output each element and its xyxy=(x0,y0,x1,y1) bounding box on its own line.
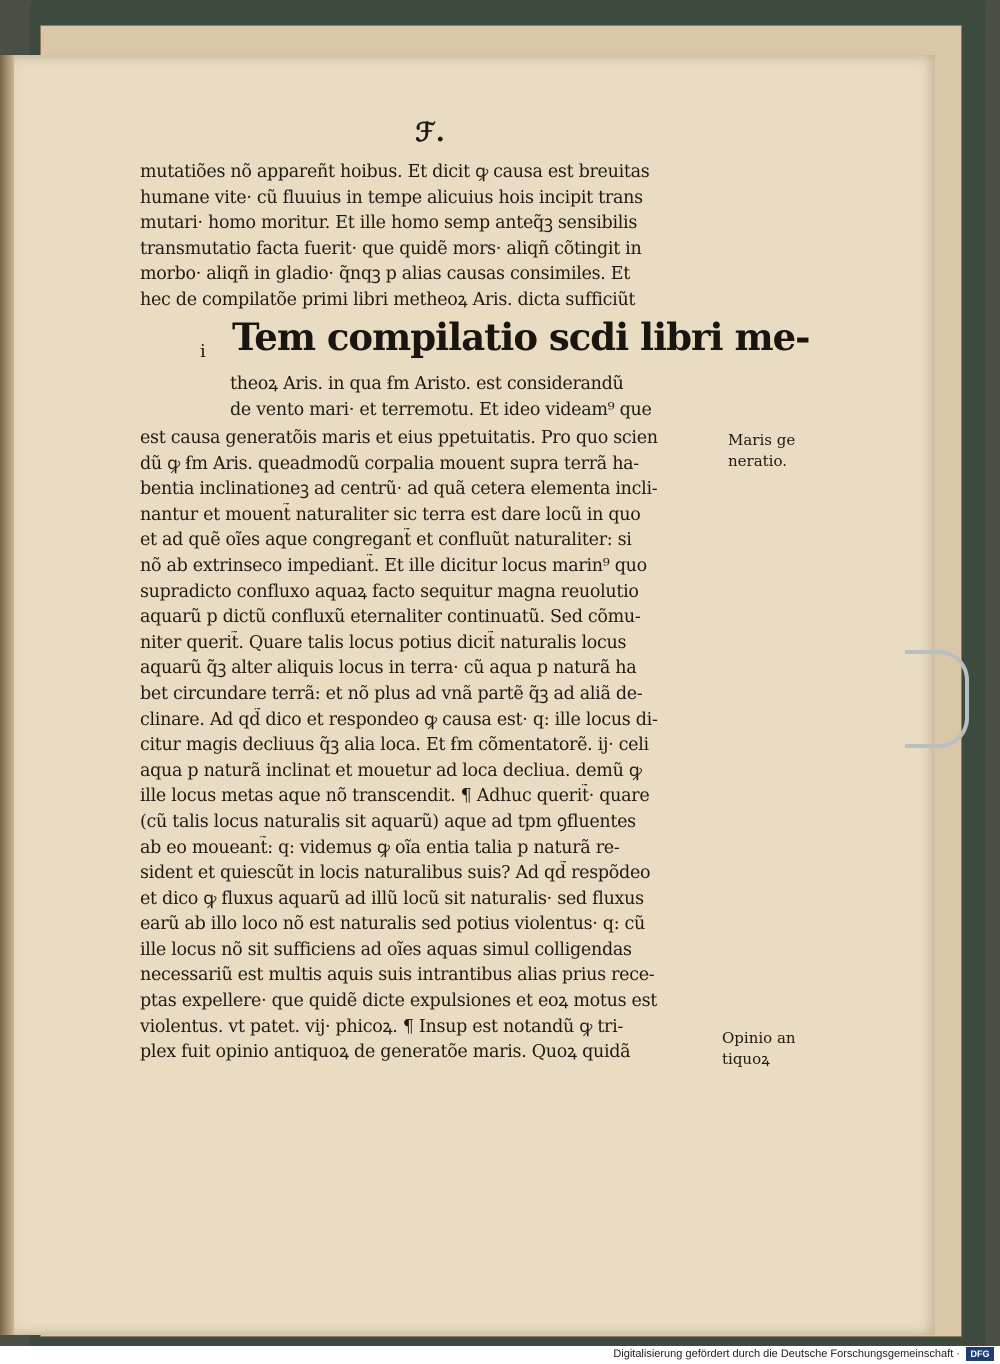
text-line: est causa generatõis maris et eius ppetuitatis. Pro quo scien xyxy=(140,428,658,448)
text-line: (cũ talis locus naturalis sit aquarũ) aque ad tpm ꝯfluentes xyxy=(140,811,636,832)
text-line: dũ ꝙ ẜm Aris. queadmodũ corpalia mouent supra terrã ha- xyxy=(140,453,639,474)
marginal-note-line: Maris ge xyxy=(728,431,796,449)
marginal-note-maris xyxy=(728,430,795,472)
signature-mark: ℱ. xyxy=(415,118,445,148)
heading-title: Tem compilatio scdi libri me- xyxy=(232,315,810,359)
text-line: theoꝝ Aris. in qua ẜm Aristo. est considerandũ xyxy=(230,374,624,394)
marginal-note-line: neratio. xyxy=(728,452,788,470)
marginal-note-line: Opinio an xyxy=(722,1029,796,1047)
text-line: mutari· homo moritur. Et ille homo semp anteq̃ꝫ sensibilis xyxy=(140,213,638,234)
text-line: transmutatio facta fuerit· que quidẽ mors· aliqñ cõtingit in xyxy=(140,238,642,259)
text-line: aquarũ p dictũ confluxũ eternaliter continuatũ. Sed cõmu- xyxy=(140,607,641,628)
dfg-logo-icon: DFG xyxy=(966,1347,994,1361)
text-line: clinare. Ad qd̃ dico et respondeo ꝙ causa est· q: ille locus di- xyxy=(140,709,658,730)
text-block-after-heading xyxy=(230,372,720,423)
text-line: et dico ꝙ fluxus aquarũ ad illũ locũ sit naturalis· sed fluxus xyxy=(140,888,644,909)
text-line: bentia inclinationeꝫ ad centrũ· ad quã cetera elementa incli- xyxy=(140,479,658,500)
text-line: necessariũ est multis aquis suis intrantibus alias prius rece- xyxy=(140,965,655,986)
text-line: aquarũ q̃ꝫ alter aliquis locus in terra· cũ aqua p naturã ha xyxy=(140,658,637,679)
text-block-top xyxy=(140,160,720,314)
text-line: ptas expellere· que quidẽ dicte expulsiones et eoꝝ motus est xyxy=(140,991,657,1012)
marginal-note-line: tiquoꝝ xyxy=(722,1050,770,1068)
text-line: morbo· aliqñ in gladio· q̃nqꝫ p alias causas consimiles. Et xyxy=(140,264,631,285)
text-line: earũ ab illo loco nõ est naturalis sed potius violentus· q: cũ xyxy=(140,914,646,935)
text-line: sident et quiescũt in locis naturalibus suis? Ad qd̃ respõdeo xyxy=(140,863,651,884)
text-line: citur magis decliuus q̃ꝫ alia loca. Et ẜm cõmentatorẽ. ij· celi xyxy=(140,735,649,756)
text-line: ille locus metas aque nõ transcendit. ¶ Adhuc querit̃· quare xyxy=(140,786,650,807)
marginal-note-opinio xyxy=(722,1028,796,1070)
text-line: hec de compilatõe primi libri metheoꝝ Aris. dicta sufficiũt xyxy=(140,289,636,310)
text-line: ille locus nõ sit sufficiens ad oĩes aquas simul colligendas xyxy=(140,939,632,960)
text-line: violentus. vt patet. vij· phicoꝝ. ¶ Insup est notandũ ꝙ tri- xyxy=(140,1016,624,1037)
text-line: plex fuit opinio antiquoꝝ de generatõe maris. Quoꝝ quidã xyxy=(140,1042,631,1063)
text-line: nõ ab extrinseco impediant̃. Et ille dicitur locus marin⁹ quo xyxy=(140,555,647,576)
text-line: humane vite· cũ fluuius in tempe alicuius hois incipit trans xyxy=(140,187,643,208)
text-line: niter querit̃. Quare talis locus potius dicit̃ naturalis locus xyxy=(140,632,627,653)
page-gutter xyxy=(0,55,14,1335)
footer-credit: Digitalisierung gefördert durch die Deutsche Forschungsgemeinschaft · xyxy=(613,1348,960,1360)
heading-marker: i xyxy=(200,341,206,362)
text-block-body xyxy=(140,426,720,1066)
text-line: mutatiões nõ appareñt hoibus. Et dicit ꝙ causa est breuitas xyxy=(140,162,650,182)
text-line: supradicto confluxo aquaꝝ facto sequitur magna reuolutio xyxy=(140,581,639,602)
text-line: de vento mari· et terremotu. Et ideo videam⁹ que xyxy=(230,399,652,420)
paper-clip xyxy=(905,650,969,748)
text-line: et ad quẽ oĩes aque congregant̃ et confluũt naturaliter: si xyxy=(140,530,632,551)
text-line: bet circundare terrã: et nõ plus ad vnã partẽ q̃ꝫ ad aliã de- xyxy=(140,683,643,704)
text-line: nantur et mouent̃ naturaliter sic terra est dare locũ in quo xyxy=(140,504,641,525)
text-line: aqua p naturã inclinat et mouetur ad loca decliua. demũ ꝙ xyxy=(140,760,642,781)
text-line: ab eo moueant̃: q: videmus ꝙ oĩa entia talia p naturã re- xyxy=(140,837,620,858)
